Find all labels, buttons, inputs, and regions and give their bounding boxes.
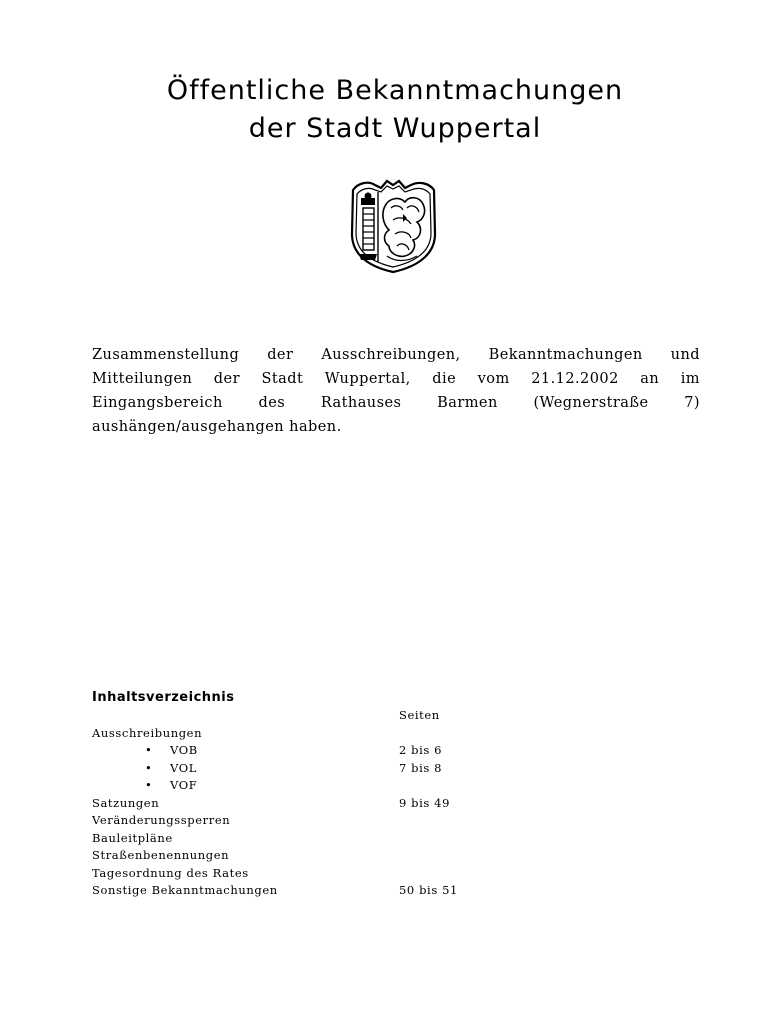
toc-label-sonstige: Sonstige Bekanntmachungen [92, 883, 278, 897]
bullet-icon: • [145, 743, 153, 757]
toc-label-vof: VOF [170, 778, 198, 792]
toc-row-vof [0, 777, 770, 794]
toc-row-sonstige [0, 882, 770, 899]
title-line-1: Öffentliche Bekanntmachungen [166, 75, 624, 106]
toc-pages-vol: 7 bis 8 [399, 761, 443, 775]
intro-paragraph: Zusammenstellung der Ausschreibungen, Bekanntmachungen und Mitteilungen der Stadt Wuppertal, die vom 21.12.2002 an im Eingangsbereich des Rathauses Barmen (Wegnerstraße 7) aushängen/ausgehangen haben. [92, 347, 700, 435]
toc-row-bauleitplaene [0, 830, 770, 847]
toc-pages-satzungen: 9 bis 49 [399, 796, 451, 810]
toc-row-tagesordnung [0, 865, 770, 882]
toc-label-vob: VOB [170, 743, 198, 757]
toc-pages-header: Seiten [399, 708, 440, 722]
toc-row-veraenderungssperren [0, 812, 770, 829]
toc-label-ausschreibungen: Ausschreibungen [92, 726, 203, 740]
toc-row-satzungen [0, 795, 770, 812]
title-line-2: der Stadt Wuppertal [248, 113, 542, 144]
toc-row-strassenbenennungen [0, 847, 770, 864]
toc-pages-header-row [0, 707, 770, 724]
toc-label-vol: VOL [170, 761, 197, 775]
toc-label-veraenderungssperren: Veränderungssperren [92, 813, 231, 827]
toc-row-ausschreibungen [0, 725, 770, 742]
toc-row-vol [0, 760, 770, 777]
toc-label-satzungen: Satzungen [92, 796, 160, 810]
toc-label-strassenbenennungen: Straßenbenennungen [92, 848, 230, 862]
toc-heading: Inhaltsverzeichnis [92, 690, 235, 705]
toc-label-bauleitplaene: Bauleitpläne [92, 831, 173, 845]
bullet-icon: • [145, 761, 153, 775]
toc-row-vob [0, 742, 770, 759]
toc-pages-sonstige: 50 bis 51 [399, 883, 458, 897]
toc-pages-vob: 2 bis 6 [399, 743, 443, 757]
bullet-icon: • [145, 778, 153, 792]
toc-label-tagesordnung: Tagesordnung des Rates [92, 866, 249, 880]
